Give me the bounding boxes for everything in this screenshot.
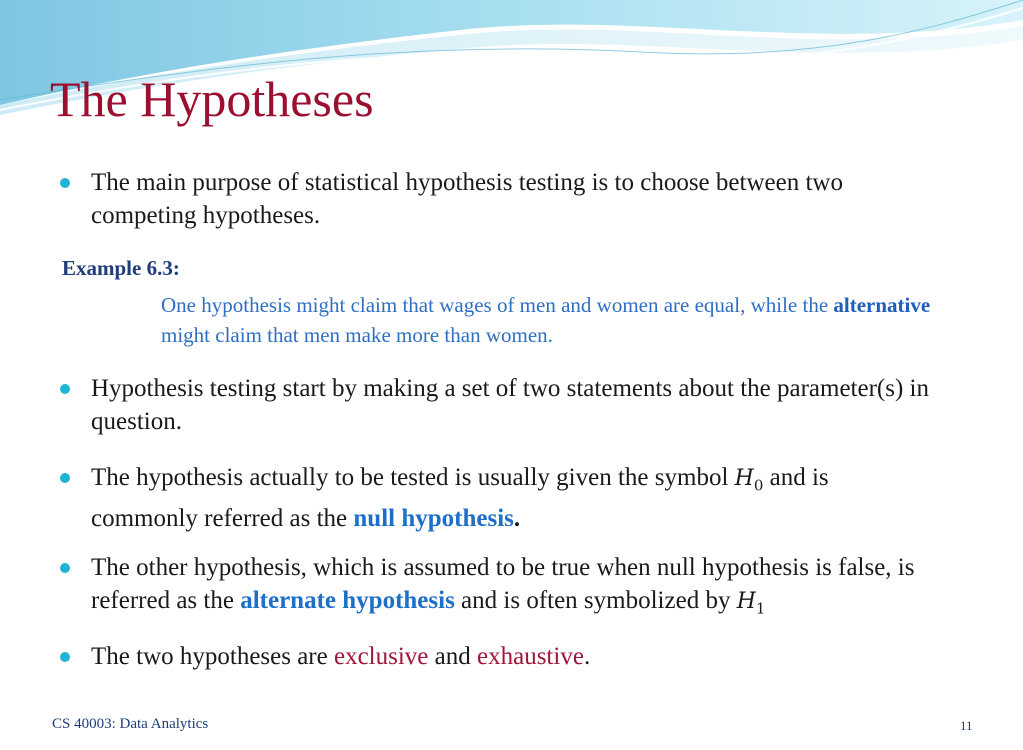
bullet-text: Hypothesis testing start by making a set of two statements about the parameter(s) in question. (91, 375, 930, 435)
bullet-text: The main purpose of statistical hypothesis testing is to choose between two competing hypotheses. (91, 169, 843, 229)
footer-course-label: CS 40003: Data Analytics (52, 716, 209, 732)
exhaustive-term: exhaustive (477, 643, 584, 670)
symbol-letter: H (736, 589, 756, 614)
bullet-text (91, 640, 940, 673)
bullet-text-mid: and (428, 643, 478, 670)
slide-title: The Hypotheses (50, 71, 374, 127)
bullet-item (60, 461, 940, 535)
example-text-bold: alternative (833, 293, 931, 317)
bullet-dot-icon (60, 652, 70, 662)
footer-page-number: 11 (960, 718, 973, 733)
alternate-hypothesis-term: alternate hypothesis (240, 587, 455, 614)
bullet-dot-icon (60, 563, 70, 573)
bullet-dot-icon (60, 384, 70, 394)
bullet-text-mid: and is commonly referred as the (91, 464, 829, 533)
symbol-subscript: 1 (755, 599, 766, 618)
example-text-post: might claim that men make more than women. (161, 323, 553, 347)
bullet-item (60, 166, 940, 232)
null-hypothesis-term: null hypothesis (353, 505, 514, 533)
bullet-item (60, 551, 940, 625)
h1-symbol (736, 589, 766, 618)
bullet-text-pre: The hypothesis actually to be tested is usually given the symbol (91, 464, 735, 491)
h0-symbol (734, 466, 764, 495)
bullet-text-pre: The two hypotheses are (91, 643, 334, 670)
bullet-item (60, 372, 940, 438)
symbol-subscript: 0 (753, 476, 764, 495)
bullet-text-mid: and is often symbolized by (454, 587, 737, 614)
exclusive-term: exclusive (333, 643, 429, 670)
bullet-text-post: . (513, 505, 521, 533)
bullet-dot-icon (60, 473, 70, 483)
example-text (161, 290, 971, 350)
bullet-text (91, 551, 940, 625)
example-label: Example 6.3: (62, 256, 180, 280)
bullet-dot-icon (60, 178, 70, 188)
bullet-text-pre: The other hypothesis, which is assumed to be true when null hypothesis is false, is referred as the (91, 554, 915, 614)
bullet-text (91, 461, 940, 535)
bullet-item (60, 640, 940, 673)
symbol-letter: H (734, 466, 754, 491)
bullet-text-post: . (583, 643, 591, 670)
example-text-pre: One hypothesis might claim that wages of men and women are equal, while the (161, 293, 834, 317)
